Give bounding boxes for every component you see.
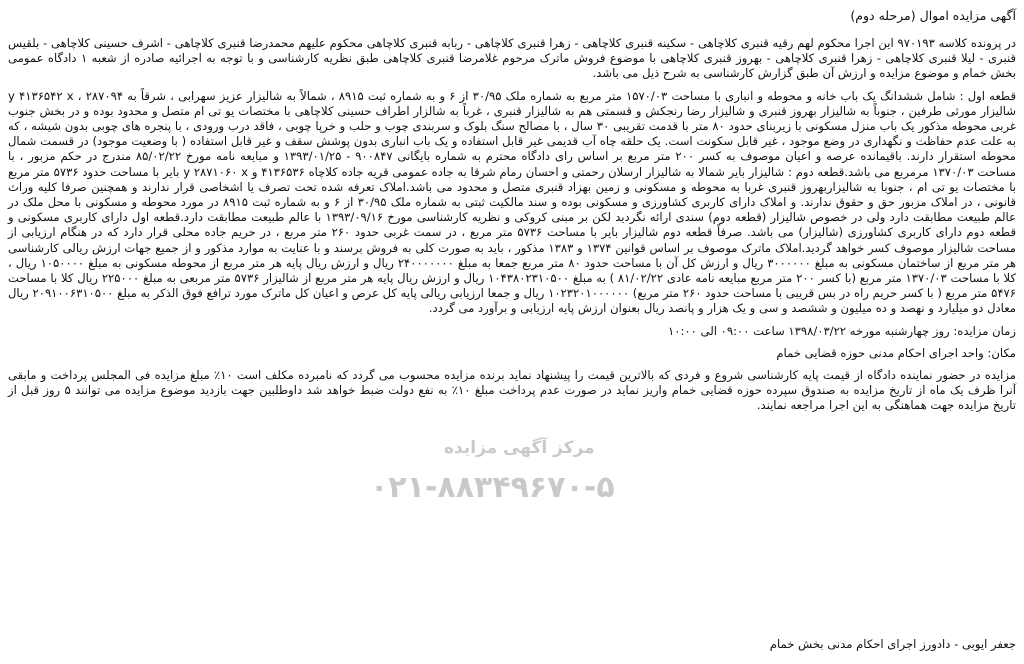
watermark-phone: ۰۲۱-۸۸۳۴۹۶۷۰-۵ [370,470,615,505]
auction-place-line: مکان: واحد اجرای احکام مدنی حوزه قضایی خمام [776,345,1016,360]
watermark-label: مرکز آگهی مزایده [444,438,595,458]
notice-intro-paragraph: در پرونده کلاسه ۹۷۰۱۹۳ این اجرا محکوم لهم رقیه قنبری کلاچاهی - سکینه قنبری کلاچاهی - زهرا قنبری کلاچاهی - ربابه قنبری کلاچاهی محکوم علیهم محمدرضا قنبری کلاچاهی - اشرف حسینی کلاچاهی - بلقیس قنبری - لیلا قنبری کلاچاهی - زهرا قنبری کلاچاهی - بهروز قنبری کلاچاهی با موضوع فروش ماترک مرحوم غلامرضا قنبری کلاچاهی طبق نظریه کارشناسی و با توجه به اجرائیه صادره از شعبه ۱ دادگاه عمومی بخش خمام و موضوع مزایده و ارزش آن طبق گزارش کارشناسی به شرح ذیل می باشد. [8,36,1016,81]
notice-title: آگهی مزایده اموال (مرحله دوم) [850,8,1016,23]
notice-signature: جعفر ایوبی - دادورز اجرای احکام مدنی بخش خمام [769,637,1016,651]
auction-conditions-paragraph: مزایده در حضور نماینده دادگاه از قیمت پایه کارشناسی شروع و فردی که بالاترین قیمت را پیشنهاد نماید برنده مزایده محسوب می گردد که نامبرده مکلف است ۱۰٪ مبلغ مزایده فی المجلس پرداخت و مابقی آنرا ظرف یک ماه از تاریخ مزایده به صندوق سپرده حوزه قضایی خمام واریز نماید در صورت عدم پرداخت مبلغ ۱۰٪ به نفع دولت ضبط خواهد شد داوطلبین جهت بازدید موضوع مزایده می توانند ۵ روز قبل از تاریخ مزایده جهت هماهنگی به این اجرا مراجعه نمایند. [8,368,1016,413]
notice-description-paragraph: قطعه اول : شامل ششدانگ یک باب خانه و محوطه و انباری با مساحت ۱۵۷۰/۰۳ متر مربع به شماره ملک ۳۰/۹۵ از ۶ و به شماره ثبت ۸۹۱۵ ، شمالاً به شالیزار عزیز سهرابی ، شرقاً به ۲۸۷۰۹۴ ، y ۴۱۳۶۵۴۲ x شالیزار مورثی طرفین ، جنوباً به شالیزار بهروز قنبری و شالیزار رضا رنجکش و قسمتی هم به شالیزار قنبری ، غرباً به شالزار اطراف حسینی کلاچاهی با مختصات یو تی ام متصل و محدود بوده و در بخش جنوب غربی محوطه مذکور یک باب منزل مسکونی با زیربنای حدود ۸۰ متر با قدمت تقریبی ۳۰ سال ، با مصالح سنگ بلوک و سربندی چوب و حلب و خرپا چوبی ، فاقد درب ورودی ، با پنجره های چوبی بدون شیشه ، که به علت عدم حفاظت و نگهداری در وضع موجود ، غیر قابل سکونت است. یک حلقه چاه آب قدیمی غیر قابل استفاده و یک باب انباری بدون پوشش سقف و غیر قابل استفاده ( با وضعیت موجود) در قسمت شمال محوطه استقرار دارند. باقیمانده عرصه و اعیان موصوف به کسر ۲۰۰ متر مربع بر اساس رای دادگاه محترم به شماره بایگانی ۹۰۰۸۴۷ - ۱۳۹۳/۰۱/۲۵ و مبایعه نامه مورخ ۸۵/۰۲/۲۲ مندرج در حکم مزبور ، با مساحت ۱۳۷۰/۰۳ مرمربع می باشد.قطعه دوم : شالیزار بایر شمالا به شالیزار ارسلان رحمتی و احسان رمام شرقا به جاده عمومی قریه جاده کلاچاه ۴۱۳۶۵۳۶ و y ۲۸۷۱۰۶۰ x بایر با مساحت حدود ۵۷۳۶ متر مربع با مختصات یو تی ام ، جنوبا به شالیزاربهروز قنبری غربا به محوطه و مسکونی و زمین بهزاد قنبری متصل و محدود می باشد.املاک تعرفه شده تحت تصرف یا اشخاصی قرار ندارند و همچنین صرفا کلیه وراث قانونی ، در املاک مزبور حق و حقوق ندارند. و املاک دارای کاربری کشاورزی و مسکونی بوده و سند مالکیت ثبتی به شماره ملک ۳۰/۹۵ از ۶ و به شماره ثبت ۸۹۱۵ در مورد محوطه و مسکونی با محل ملک در عالم طبیعت مطابقت دارد ولی در خصوص شالیزار (قطعه دوم) سندی ارائه نگردید لکن بر مبنی کروکی و نظریه کارشناسی مورخ ۱۳۹۳/۰۹/۱۶ با عالم طبیعت مطابقت دارد.قطعه اول دارای کاربری مسکونی و قطعه دوم دارای کاربری کشاورزی (شالیزار) می باشد. صرفاً قطعه دوم شالیزار بایر با مساحت ۵۷۳۶ متر مربع ، در سمت غربی حدود ۲۶۰ متر مربع ، در حریم جاده محلی قرار دارد که در هنگام ارزیابی از مساحت شالیزار موصوف کسر خواهد گردید.املاک ماترک موصوف بر اساس قوانین ۱۳۷۴ و ۱۳۸۳ مذکور ، باید به صورت کلی به فروش برسند و با عنایت به موارد مذکور و از جمیع جهات ارزش ریالی کارشناسی هر متر مربع از ساختمان مسکونی به مبلغ ۳۰۰۰۰۰۰ ریال و ارزش کل آن با مساحت حدود ۸۰ متر مربع جمعا به مبلغ ۲۴۰۰۰۰۰۰۰ ریال و ارزش ریال پایه هر متر مربع از محوطه مسکونی به مبلغ ۱۰۵۰۰۰۰ ریال ، کلا با مساحت ۱۳۷۰/۰۳ متر مربع (با کسر ۲۰۰ متر مربع مبایعه نامه عادی ۸۱/۰۲/۲۲ ) به مبلغ ۱۰۴۳۸۰۲۳۱۰۵۰۰ ریال و ارزش ریال پایه هر متر مربع از شالیزار ۵۷۳۶ متر مربعی به مبلغ ۲۲۵۰۰۰ ریال کلا با مساحت ۵۴۷۶ متر مربع ( با کسر حریم راه در بس قریبی با مساحت حدود ۲۶۰ متر مربع) ۱۰۲۳۲۰۱۰۰۰۰۰۰ ریال و جمعا ارزیابی ریالی پایه کل عرص و اعیان کل ماترک مورد ترافع فوق الذکر به مبلغ ۲۰۹۱۰۰۶۳۱۰۵۰۰ ریال معادل دو میلیارد و نهصد و ده میلیون و ششصد و سی و یک هزار و پانصد ریال بعنوان ارزش پایه ارزیابی و برآورد می گردد. [8,88,1017,316]
auction-time-line: زمان مزایده: روز چهارشنبه مورخه ۱۳۹۸/۰۳/۲۲ ساعت ۰۹:۰۰ الی ۱۰:۰۰ [668,323,1016,338]
